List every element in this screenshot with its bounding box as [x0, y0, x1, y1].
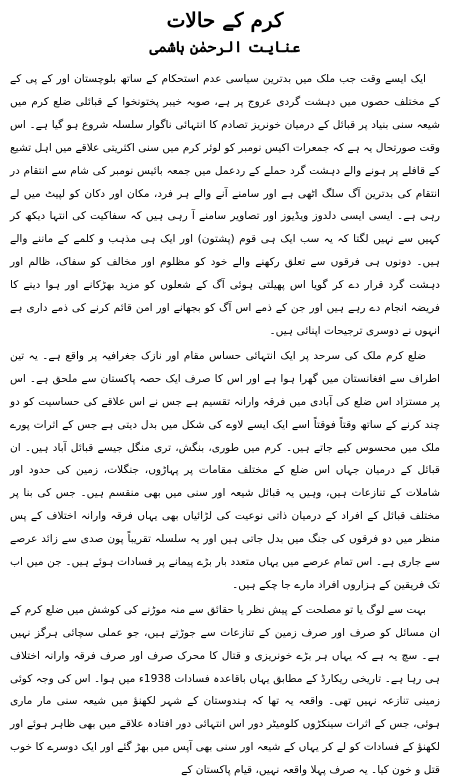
- article-title: کرم کے حالات: [166, 8, 284, 32]
- article-body: [10, 68, 440, 782]
- article-paragraph-3: بہت سے لوگ یا تو مصلحت کے پیش نظر یا حقائق سے منہ موڑنے کی کوشش میں ضلع کرم کے ان مسائل کو صرف اور صرف زمین کے تنازعات سے جوڑتے ہیں، جو عملی سچائی ہرگز نہیں ہے۔ سچ یہ ہے کہ یہاں ہر بڑے خونریزی و قتال کا محرک صرف اور صرف فرقہ وارانہ اختلاف ہی رہا ہے۔ تاریخی ریکارڈ کے مطابق یہاں باقاعدہ فسادات 1938ء میں ہوا۔ اس کی وجہ کوئی زمینی تنازعہ نہیں تھی۔ واقعہ یہ تھا کہ ہندوستان کے شہر لکھنؤ میں شیعہ سنی مار ماری ہوئی، جس کے اثرات سینکڑوں کلومیٹر دور اس انتہائی دور افتادہ علاقے میں بھی ظاہر ہوئے اور لکھنؤ کے فسادات کو لے کر یہاں کے شیعہ اور سنی بھی آپس میں بھڑ گئے اور ایک دوسرے کا خوب قتل و خون کیا۔ یہ صرف پہلا واقعہ نہیں، قیام پاکستان کے: [10, 603, 440, 777]
- article-author: عنایت الرحمٰن ہاشمی: [149, 38, 301, 56]
- article-paragraph-1: ایک ایسے وقت جب ملک میں بدترین سیاسی عدم استحکام کے ساتھ بلوچستان اور کے پی کے کے مختلف حصوں میں دہشت گردی عروج پر ہے، صوبہ خیبر پختونخوا کے قبائلی ضلع کرم میں شیعہ سنی بنیاد پر قبائل کے درمیان خونریز تصادم کا انتہائی ناگوار سلسلہ شروع ہو گیا ہے۔ اس وقت صورتحال یہ ہے کہ جمعرات اکیس نومبر کو لوئر کرم میں سنی اکثریتی علاقے میں اہل تشیع کے قافلے پر ہونے والے دہشت گرد حملے کے ردعمل میں جمعہ بائیس نومبر کی شام سے انتقام در انتقام کی بدترین آگ سلگ اٹھی ہے اور سامنے آنے والے ہر فرد، مکان اور دکان کو لپیٹ میں لے رہی ہے۔ ایسی ایسی دلدوز ویڈیوز اور تصاویر سامنے آ رہی ہیں کہ سفاکیت کی انتہا دیکھ کر کہیں سے نہیں لگتا کہ یہ سب ایک ہی قوم (پشتون) اور ایک ہی مذہب و کلمے کے ماننے والے ہیں۔ دونوں ہی فرقوں سے تعلق رکھنے والے خود کو مظلوم اور مخالف کو سفاک، ظالم اور دہشت گرد قرار دے کر گویا اس پھیلتی ہوئی آگ کے شعلوں کو مزید بھڑکانے اور ہوا دینے کا فریضہ انجام دے رہے ہیں اور جن کے ذمے اس آگ کو بجھانے اور امن قائم کرنے کی ذمے داری ہے انہوں نے دوسری ترجیحات اپنائی ہیں۔: [10, 73, 440, 337]
- article-paragraph-2: ضلع کرم ملک کی سرحد پر ایک انتہائی حساس مقام اور نازک جغرافیہ پر واقع ہے۔ یہ تین اطراف سے افغانستان میں گھرا ہوا ہے اور اس کا صرف ایک حصہ پاکستان سے ملحق ہے۔ اس پر مستزاد اس ضلع کی آبادی میں فرقہ وارانہ تقسیم ہے جس نے اس علاقے کی حساسیت کو دو چند کرنے کے ساتھ وقتاً فوقتاً اسے ایک ایسے لاوے کی شکل میں بدل دیتی ہے جس کے اثرات پورے ملک میں محسوس کیے جاتے ہیں۔ کرم میں طوری، بنگش، تری منگل جیسے قبائل آباد ہیں۔ ان قبائل کے درمیان جہاں اس ضلع کے مختلف مقامات پر پہاڑوں، جنگلات، زمین کی حدود اور شاملات کے تنازعات ہیں، وہیں یہ قبائل شیعہ اور سنی میں بھی منقسم ہیں۔ جس کی بنا پر مختلف قبائل کے افراد کے درمیان ذاتی نوعیت کی لڑائیاں بھی یہاں فرقہ وارانہ اختلاف کے پس منظر میں دو فرقوں کی جنگ میں بدل جاتی ہیں اور یہ سلسلہ تقریباً پون صدی سے زائد عرصے سے جاری ہے۔ اس تمام عرصے میں یہاں متعدد بار بڑے پیمانے پر فسادات ہوئے ہیں۔ جن میں اب تک فریقین کے ہزاروں افراد مارے جا چکے ہیں۔: [10, 349, 440, 591]
